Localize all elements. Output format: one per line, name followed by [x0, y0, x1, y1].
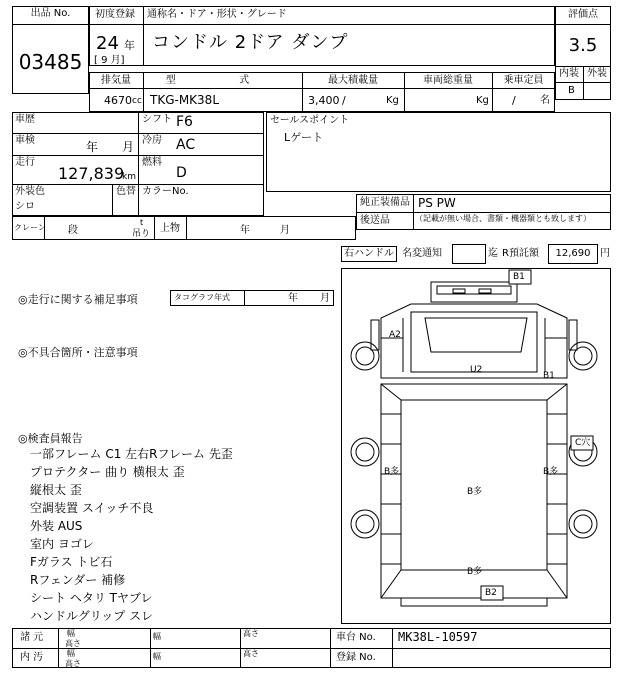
mileage-value: 127,839	[58, 164, 125, 183]
inspector-line: プロテクター 曲り 横根太 歪	[30, 465, 185, 479]
mileage-label: 走行	[15, 157, 35, 168]
name-change-box	[452, 244, 486, 264]
inspector-line: ハンドルグリップ スレ	[30, 609, 154, 623]
ext-color-label: 外装色	[15, 186, 45, 197]
equipment-value: PS PW	[418, 196, 456, 210]
deadline-label: 迄	[488, 248, 498, 259]
footer-mark: 幅	[153, 652, 161, 661]
ac-value: AC	[176, 137, 196, 153]
interior-label: 内装	[559, 68, 579, 79]
inspection-year-unit: 年	[86, 140, 99, 154]
running-notes-label: ◎走行に関する補足事項	[18, 293, 138, 306]
max-load-slash: /	[342, 94, 346, 107]
footer-mark: 幅	[153, 632, 161, 641]
footer-mark: 高さ	[65, 659, 81, 668]
damage-b1-top: B1	[513, 272, 525, 282]
model-label: 型 式	[165, 75, 280, 86]
inspector-line: Rフェンダー 補修	[30, 573, 126, 587]
lot-no-label: 出品 No.	[30, 8, 71, 19]
car-title-label: 通称名・ドア・形状・グレード	[147, 9, 287, 20]
damage-b1-right: B1	[543, 371, 555, 381]
misc-label: 諸 元	[20, 632, 44, 643]
inner-dirt-label: 内 汚	[20, 652, 44, 663]
capacity-label: 乗車定員	[503, 75, 544, 86]
color-change-label: 色替	[116, 186, 136, 197]
ac-label: 冷房	[142, 135, 162, 146]
footer-mark: 高さ	[65, 639, 81, 648]
inspection-label: 車検	[15, 135, 35, 146]
score: 3.5	[568, 35, 598, 56]
damage-a2: A2	[389, 330, 401, 340]
shift-value: F6	[176, 114, 193, 130]
interior-grade: B	[568, 85, 575, 96]
upper-month: 月	[280, 225, 290, 236]
inspector-line: 室内 ヨゴレ	[30, 537, 94, 551]
damage-b2: B2	[485, 588, 497, 598]
max-load-label: 最大積載量	[328, 75, 378, 86]
car-name: コンドル 2ドア ダンプ	[152, 32, 349, 53]
fuel-label: 燃料	[142, 157, 162, 168]
max-load-value: 3,400	[308, 94, 340, 107]
first-reg-year: 24	[96, 33, 119, 54]
inspector-line: 縦根太 歪	[30, 483, 82, 497]
displacement-value: 4670	[104, 94, 132, 107]
damage-b-center: B多	[467, 487, 483, 497]
damage-b-left: B多	[384, 467, 400, 477]
first-reg-month: [ 9 月]	[94, 55, 125, 66]
exterior-label: 外装	[587, 68, 607, 79]
tacho-year: 年	[288, 293, 298, 304]
rhd-label: 右ハンドル	[344, 248, 394, 259]
max-load-unit: Kg	[386, 95, 399, 106]
defects-label: ◎不具合箇所・注意事項	[18, 346, 138, 359]
recycle-amount: 12,690	[555, 248, 591, 259]
score-label: 評価点	[568, 9, 598, 20]
inspector-line: 外装 AUS	[30, 519, 83, 533]
crane-stage: 段	[68, 225, 78, 236]
crane-ton: t	[140, 218, 144, 227]
km-unit: km	[122, 172, 136, 182]
chassis-no: MK38L-10597	[398, 630, 478, 644]
damage-b-right: B多	[543, 467, 559, 477]
displacement-label: 排気量	[101, 75, 131, 86]
upper-label: 上物	[160, 223, 180, 234]
gross-weight-label: 車両総重量	[423, 75, 473, 86]
recycle-label: R預託額	[502, 248, 539, 259]
ext-color-value: シロ	[15, 201, 35, 212]
inspector-line: 一部フレーム C1 左右Rフレーム 先歪	[30, 447, 233, 461]
inspection-month-unit: 月	[122, 140, 135, 154]
inspector-line: Fガラス トビ石	[30, 555, 113, 569]
inspector-line: 空調装置 スイッチ不良	[30, 501, 154, 515]
crane-lift: 吊り	[132, 229, 151, 239]
reg-no-label: 登録 No.	[336, 652, 376, 663]
damage-c-hole: C穴	[575, 438, 591, 448]
equipment-label: 純正装備品	[360, 197, 410, 208]
footer-mark: 高さ	[243, 649, 259, 658]
crane-row	[12, 216, 356, 240]
aftermarket-label: 後送品	[360, 215, 390, 226]
name-change-label: 名変通知	[402, 248, 442, 259]
upper-year: 年	[240, 225, 250, 236]
sales-point-value: Lゲート	[284, 131, 324, 144]
cc-unit: cc	[132, 96, 142, 106]
first-reg-year-unit: 年	[124, 39, 135, 52]
footer-mark: 高さ	[243, 629, 259, 638]
tacho-month: 月	[320, 293, 330, 304]
footer-mark: 幅	[67, 629, 75, 638]
sales-point-label: セールスポイント	[270, 115, 350, 126]
model-value: TKG-MK38L	[150, 93, 220, 107]
yen-unit: 円	[600, 248, 610, 259]
history-label: 車歴	[15, 114, 35, 125]
gross-weight-unit: Kg	[476, 95, 489, 106]
tacho-label: タコグラフ年式	[174, 293, 230, 302]
lot-no: 03485	[18, 50, 83, 74]
fuel-value: D	[176, 165, 187, 181]
aftermarket-note: （記載が無い場合、書類・機器類とも致します）	[415, 214, 591, 223]
shift-label: シフト	[142, 114, 172, 125]
first-reg-label: 初度登録	[95, 9, 135, 20]
capacity-slash: /	[512, 94, 516, 107]
chassis-label: 車台 No.	[336, 632, 376, 643]
inspector-line: シート ヘタリ Tヤブレ	[30, 591, 153, 605]
crane-label: クレーン	[14, 223, 46, 232]
color-no-label: カラーNo.	[142, 186, 189, 197]
damage-u2: U2	[470, 365, 483, 375]
damage-b-bottom: B多	[467, 567, 483, 577]
inspector-label: ◎検査員報告	[18, 432, 83, 445]
footer-mark: 幅	[67, 649, 75, 658]
person-unit: 名	[540, 95, 550, 106]
